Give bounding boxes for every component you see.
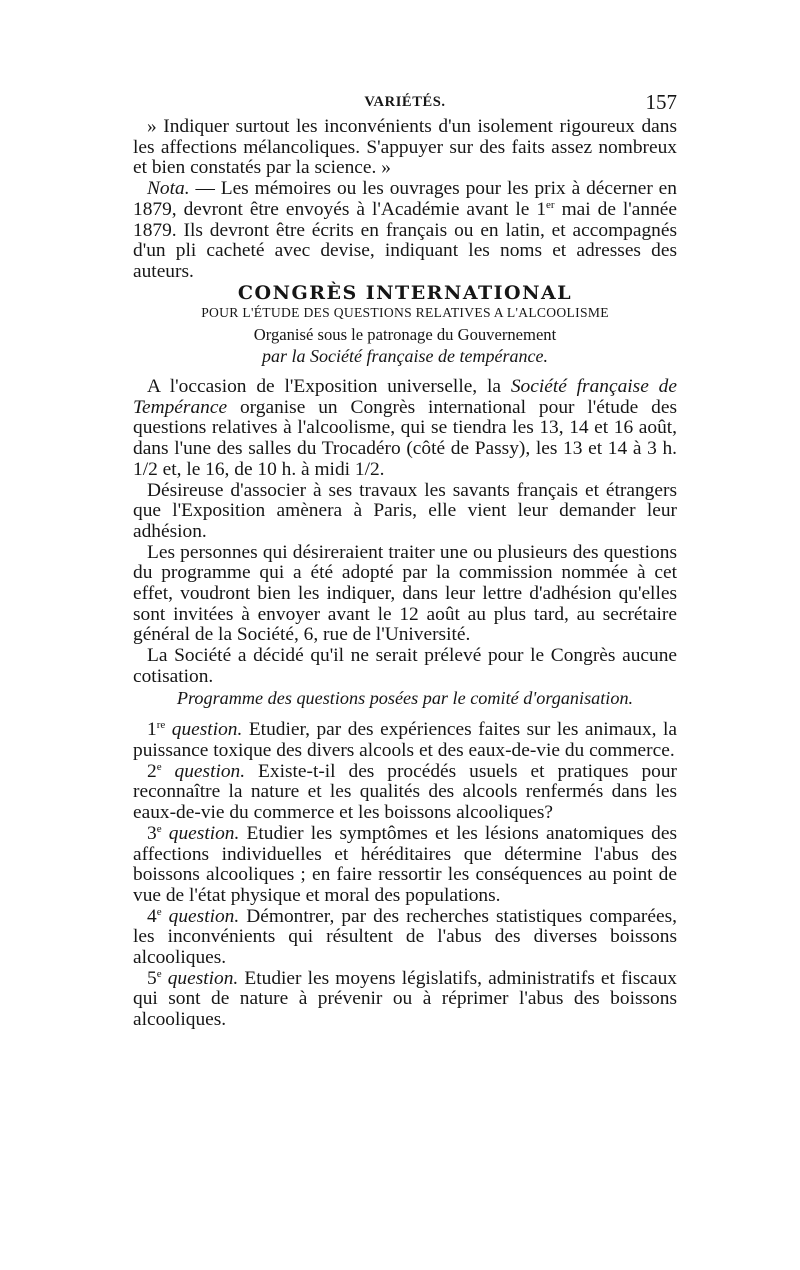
congress-paragraph-4: La Société a décidé qu'il ne serait prélevé pour le Congrès aucune cotisation. (133, 645, 677, 687)
question-number: 5 (147, 967, 157, 989)
question-ordinal: re (156, 719, 166, 732)
question-text: Démontrer, par des recherches statistiques comparées, les inconvénients qui résultent de l'abus des diverses boissons alcooliques. (133, 905, 677, 969)
section-subheading: POUR L'ÉTUDE DES QUESTIONS RELATIVES A L'ALCOOLISME (201, 305, 609, 321)
question-1 (133, 720, 677, 761)
question-number: 2 (147, 760, 157, 782)
question-ordinal: e (156, 822, 162, 835)
question-label: question. (165, 719, 243, 741)
question-text: Etudier les moyens législatifs, administratifs et fiscaux qui sont de nature à prévenir ou à réprimer l'abus des boissons alcooliques. (133, 967, 677, 1031)
program-title: Programme des questions posées par le comité d'organisation. (176, 687, 634, 708)
question-text: Existe-t-il des procédés usuels et pratiques pour reconnaître la nature et les qualités des alcools renfermés dans les eaux-de-vie du commerce et les boissons alcooliques? (133, 760, 678, 824)
congress-paragraph-1 (133, 377, 677, 481)
section-title: CONGRÈS INTERNATIONAL (237, 281, 573, 304)
question-3 (133, 824, 677, 907)
congress-paragraph-2: Désireuse d'associer à ses travaux les savants français et étrangers que l'Exposition amènera à Paris, elle vient leur demander leur adhésion. (133, 479, 677, 542)
question-ordinal: e (156, 760, 162, 773)
paragraph-1-start: A l'occasion de l'Exposition universelle, la (147, 376, 511, 398)
organized-line: Organisé sous le patronage du Gouvernement (253, 325, 557, 345)
nota-text: — Les mémoires ou les ouvrages pour les prix à décerner en 1879, devront être envoyés à l'Académie avant le 1 (133, 178, 677, 220)
question-label: question. (161, 822, 240, 844)
question-2 (133, 762, 677, 824)
congress-paragraph-3: Les personnes qui désireraient traiter une ou plusieurs des questions du programme qui a été adopté par la commission nommée à cet effet, voudront bien les indiquer, dans leur lettre d'adhésion qu'elles sont invitées à envoyer avant le 12 août au plus tard, au secrétaire général de la Société, 6, rue de l'Université. (133, 541, 677, 646)
nota-label: Nota. (147, 178, 190, 200)
society-name: Société française de Tempérance (133, 376, 677, 418)
nota-text-continued: mai de l'année 1879. Ils devront être écrits en français ou en latin, et accompagnés d'un pli cacheté avec devise, indiquant les noms et adresses des auteurs. (133, 198, 677, 282)
question-label: question. (161, 967, 239, 989)
running-head (133, 90, 677, 118)
organized-by-line: par la Société française de tempérance. (262, 346, 548, 367)
question-5 (133, 969, 677, 1031)
question-number: 3 (147, 822, 157, 844)
nota-paragraph (133, 179, 677, 283)
page-body (133, 117, 677, 1031)
question-text: Etudier, par des expériences faites sur les animaux, la puissance toxique des divers alcools et des eaux-de-vie du commerce. (133, 719, 678, 761)
question-label: question. (161, 760, 246, 782)
paragraph-1-rest: organise un Congrès international pour l'étude des questions relatives à l'alcoolisme, qui se tiendra les 13, 14 et 16 août, dans l'une des salles du Trocadéro (côté de Passy), les 13 et 14 à 3 h. 1/2 et, le 16, de 10 h. à midi 1/2. (133, 396, 677, 480)
question-4 (133, 907, 677, 969)
question-number: 1 (147, 719, 157, 741)
question-ordinal: e (156, 905, 162, 918)
question-label: question. (161, 905, 240, 927)
page-number: 157 (645, 90, 677, 114)
quote-continuation-paragraph: » Indiquer surtout les inconvénients d'un isolement rigoureux dans les affections mélancoliques. S'appuyer sur des faits assez nombreux et bien constatés par la science. » (133, 116, 677, 179)
running-title: VARIÉTÉS. (364, 94, 446, 110)
question-text: Etudier les symptômes et les lésions anatomiques des affections individuelles et héréditaires que détermine l'abus des boissons alcooliques ; en faire ressortir les conséquences au point de vue de l'état physique et moral des populations. (133, 822, 678, 906)
question-ordinal: e (156, 967, 162, 980)
question-number: 4 (147, 905, 157, 927)
nota-superscript: er (546, 198, 555, 211)
